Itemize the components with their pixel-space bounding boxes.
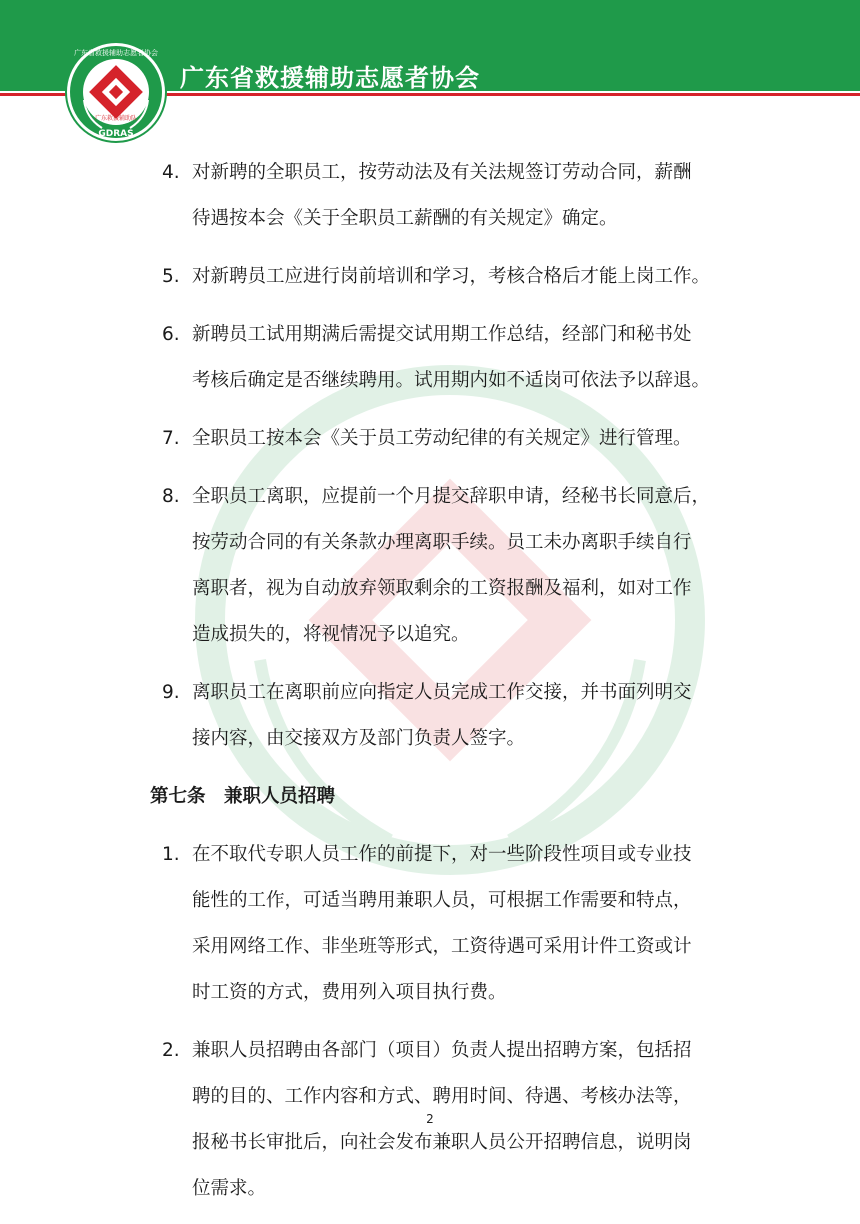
item-line: 在不取代专职人员工作的前提下，对一些阶段性项目或专业技 [192,844,692,865]
item-line: 全职员工按本会《关于员工劳动纪律的有关规定》进行管理。 [192,428,692,449]
item-line: 兼职人员招聘由各部门（项目）负责人提出招聘方案，包括招 [192,1040,692,1061]
item-line: 位需求。 [192,1178,267,1199]
org-name: 广东省救援辅助志愿者协会 [180,63,480,92]
item-line: 离职员工在离职前应向指定人员完成工作交接，并书面列明交 [192,682,692,703]
page-number: 2 [426,1112,434,1126]
list-item [150,416,750,462]
item-number: 5. [162,266,180,287]
item-line: 接内容，由交接双方及部门负责人签字。 [192,728,526,749]
association-logo [64,40,168,144]
item-line: 对新聘员工应进行岗前培训和学习，考核合格后才能上岗工作。 [192,266,711,287]
item-number: 9. [162,682,180,703]
item-number: 4. [162,162,180,183]
item-line: 新聘员工试用期满后需提交试用期工作总结，经部门和秘书处 [192,324,692,345]
list-item [150,312,750,404]
logo-text-inner: 广东救援辅助队 [94,115,138,122]
list-item [150,150,750,242]
list-item [150,254,750,300]
item-line: 时工资的方式，费用列入项目执行费。 [192,982,507,1003]
list-item [150,670,750,762]
item-line: 考核后确定是否继续聘用。试用期内如不适岗可依法予以辞退。 [192,370,711,391]
item-number: 1. [162,844,180,865]
item-line: 采用网络工作、非坐班等形式，工资待遇可采用计件工资或计 [192,936,692,957]
document-body [150,150,750,1224]
item-line: 聘的目的、工作内容和方式、聘用时间、待遇、考核办法等， [192,1086,692,1107]
item-line: 按劳动合同的有关条款办理离职手续。员工未办离职手续自行 [192,532,692,553]
item-line: 全职员工离职，应提前一个月提交辞职申请，经秘书长同意后， [192,486,711,507]
logo-abbr: GDRAS [98,129,134,139]
item-number: 2. [162,1040,180,1061]
item-line: 离职者，视为自动放弃领取剩余的工资报酬及福利，如对工作 [192,578,692,599]
item-line: 待遇按本会《关于全职员工薪酬的有关规定》确定。 [192,208,618,229]
logo-text-top: 广东省救援辅助志愿者协会 [74,49,158,57]
item-line: 能性的工作，可适当聘用兼职人员，可根据工作需要和特点， [192,890,692,911]
section-heading: 第七条 兼职人员招聘 [150,786,336,807]
item-line: 造成损失的，将视情况予以追究。 [192,624,470,645]
item-number: 7. [162,428,180,449]
item-line: 报秘书长审批后，向社会发布兼职人员公开招聘信息，说明岗 [192,1132,692,1153]
item-number: 6. [162,324,180,345]
item-number: 8. [162,486,180,507]
list-item [150,474,750,658]
list-item [150,832,750,1016]
item-line: 对新聘的全职员工，按劳动法及有关法规签订劳动合同，薪酬 [192,162,692,183]
